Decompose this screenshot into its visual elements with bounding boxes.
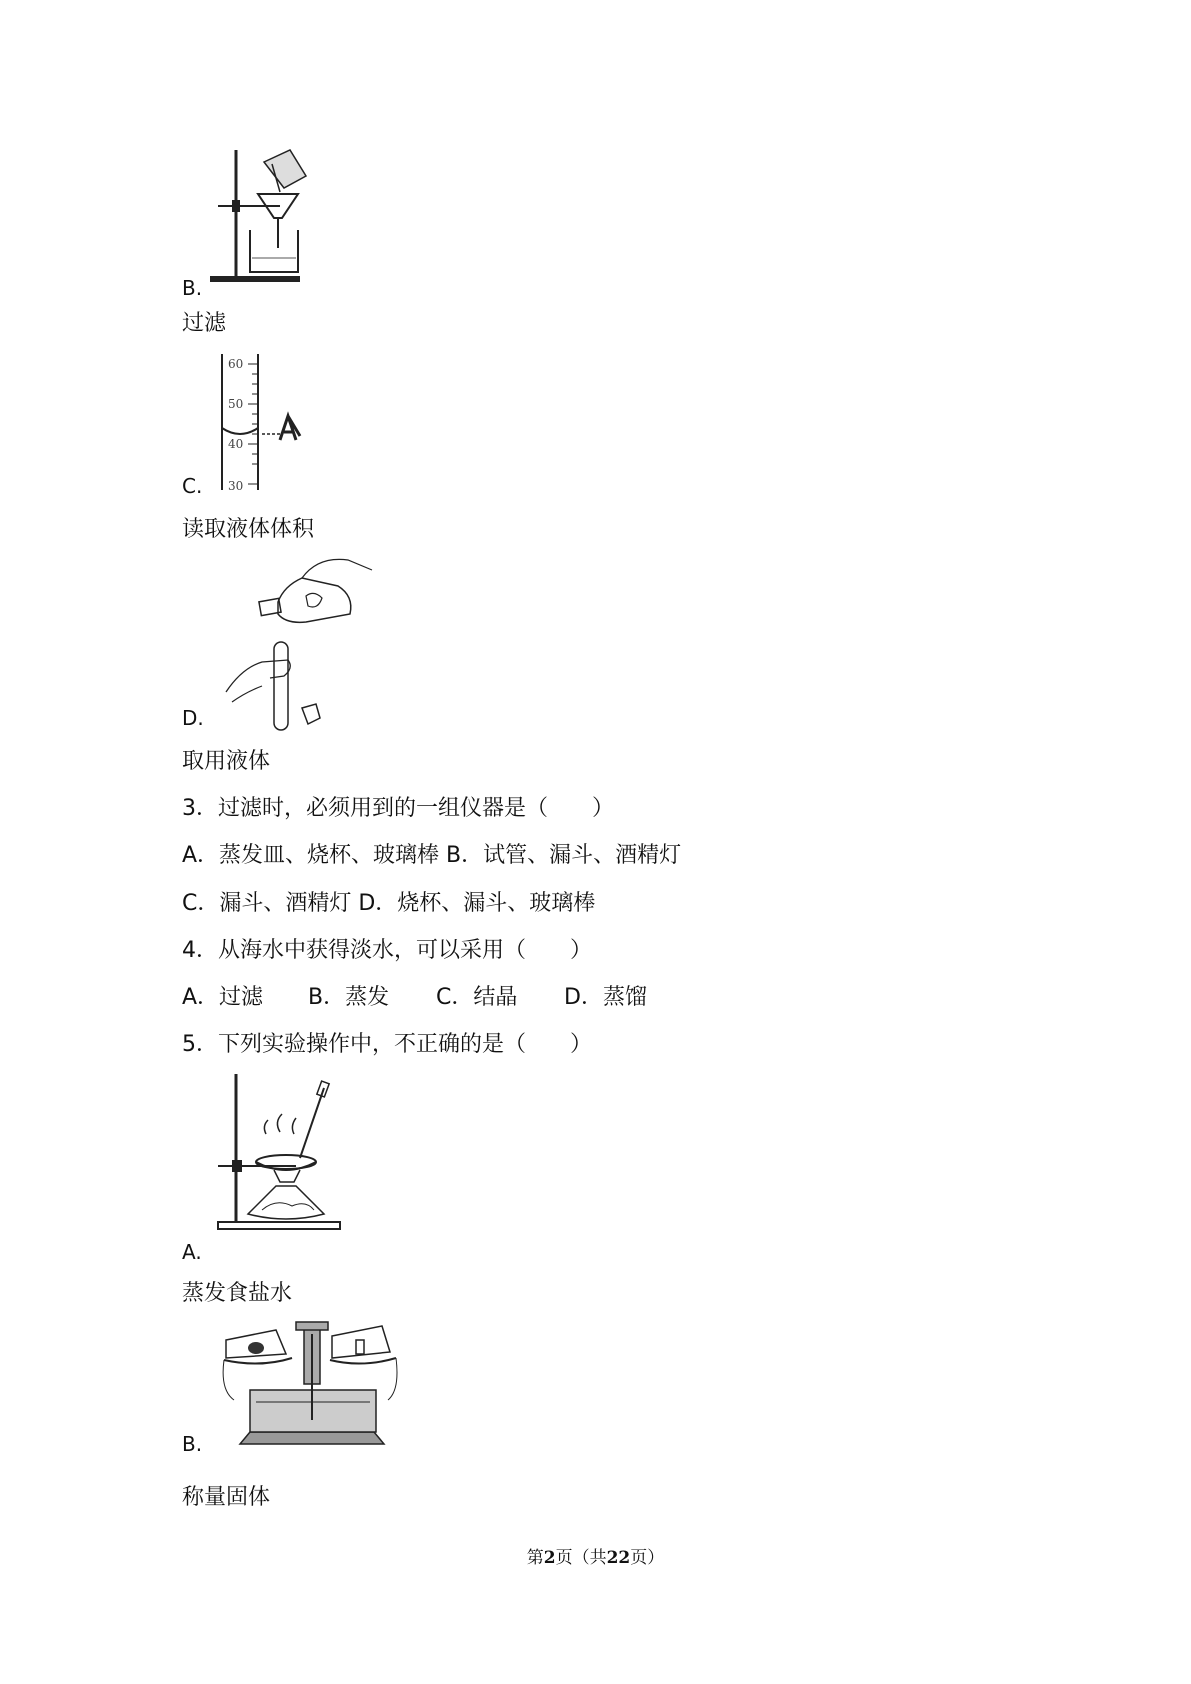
footer-page-number: 2 xyxy=(543,1548,556,1568)
q3-options-row1: A．蒸发皿、烧杯、玻璃棒 B．试管、漏斗、酒精灯 xyxy=(182,843,682,868)
q3-stem: 3．过滤时，必须用到的一组仪器是（ ） xyxy=(182,796,614,821)
q5-option-b-letter: B. xyxy=(182,1432,203,1456)
q2-option-d-caption: 取用液体 xyxy=(182,749,271,774)
balance-scale-figure xyxy=(220,1320,400,1450)
q5-option-b-caption: 称量固体 xyxy=(182,1485,271,1510)
tick-30: 30 xyxy=(228,479,244,493)
evaporation-figure xyxy=(214,1074,344,1234)
q4-option-c: C．结晶 xyxy=(436,985,518,1010)
q5-option-a-caption: 蒸发食盐水 xyxy=(182,1281,293,1306)
q2-option-c-letter: C. xyxy=(182,474,203,498)
tick-50: 50 xyxy=(228,397,244,411)
footer-suffix: 页） xyxy=(630,1548,665,1568)
q3-options-row2: C．漏斗、酒精灯 D．烧杯、漏斗、玻璃棒 xyxy=(182,891,596,916)
q2-option-d-letter: D. xyxy=(182,706,204,730)
q4-option-b: B．蒸发 xyxy=(308,985,390,1010)
footer-total-pages: 22 xyxy=(606,1548,631,1568)
q5-stem: 5．下列实验操作中，不正确的是（ ） xyxy=(182,1032,592,1057)
q4-stem: 4．从海水中获得淡水，可以采用（ ） xyxy=(182,938,592,963)
q2-option-c-caption: 读取液体体积 xyxy=(182,517,315,542)
tick-60: 60 xyxy=(228,357,244,371)
filtration-figure xyxy=(210,148,310,288)
footer-prefix: 第 xyxy=(526,1548,544,1568)
q4-option-a: A．过滤 xyxy=(182,985,264,1010)
pouring-liquid-figure xyxy=(222,556,382,736)
q2-option-b-letter: B. xyxy=(182,276,203,300)
tick-40: 40 xyxy=(228,437,244,451)
graduated-cylinder-figure xyxy=(218,354,328,494)
q4-options xyxy=(182,984,647,1012)
q2-option-b-caption: 过滤 xyxy=(182,311,227,336)
q4-option-d: D．蒸馏 xyxy=(564,985,647,1010)
footer-middle: 页（共 xyxy=(555,1548,607,1568)
q5-option-a-letter: A. xyxy=(182,1240,202,1264)
page-footer xyxy=(0,1543,1191,1568)
